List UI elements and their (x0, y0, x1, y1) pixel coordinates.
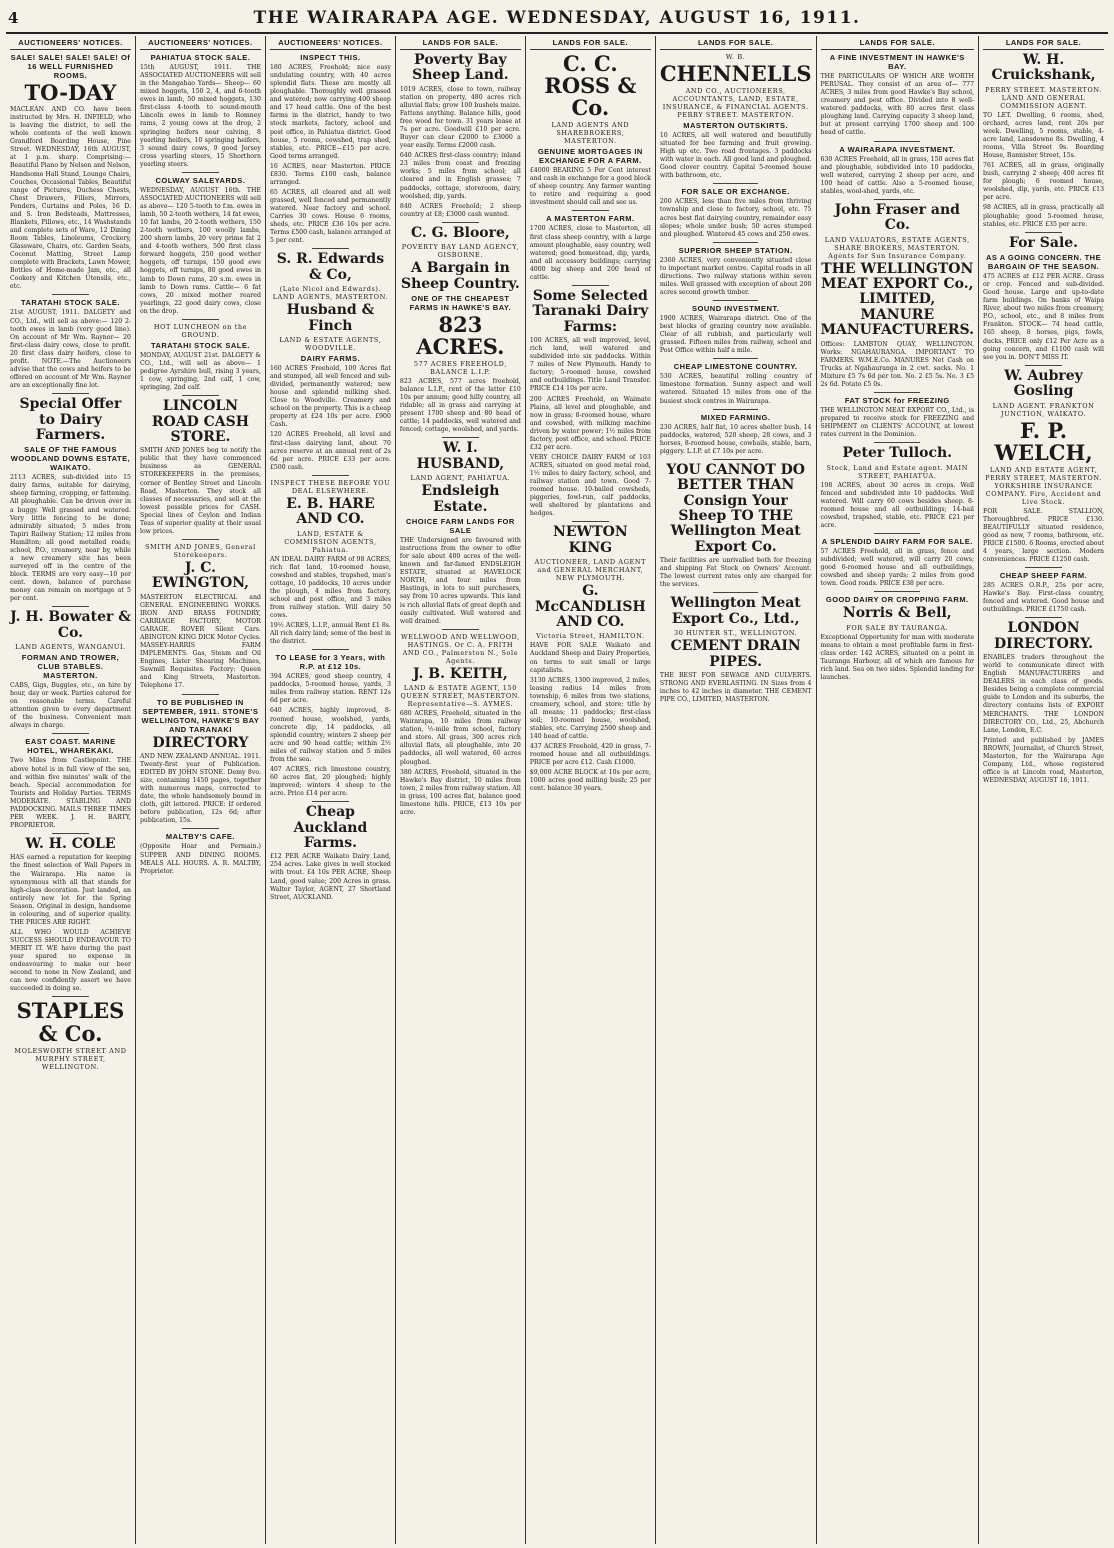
ad-subheading: 577 ACRES FREEHOLD, BALANCE L.I.P. (413, 360, 507, 377)
ad-heading: CHOICE FARM LANDS FOR SALE (405, 517, 515, 536)
ad-divider (182, 539, 218, 540)
ad-heading: Peter Tulloch. (842, 445, 953, 462)
ad-divider (713, 409, 758, 410)
ad-body-text: 2113 ACRES, sub-divided into 15 dairy farms, suitable for dairying, sheep farming, cropping, or fattening. All ploughable. Can be driven over in a buggy. Well grassed and watered. Very little fencing to be done; admirably situated; 5 miles from Tapiri Railway Station; 12 miles from Hamilton; all good metalled roads; school, P.O., creamery, near by, while a new creamery site has been surveyed off in the centre of the block. TERMS are very easy—10 per cent. down, balance of purchase money can remain on mortgage at 5 per cent. (10, 474, 131, 603)
ad-divider (572, 285, 608, 286)
ad-body-text: ENABLES traders throughout the world to communicate direct with English MANUFACTURERS and DEALERS in each class of goods. Besides being a complete commercial guide to London and its suburbs, the directory contains lists of EXPORT MERCHANTS. THE LONDON DIRECTORY CO., Ltd., 25, Abchurch Lane, London, E.C. (983, 654, 1105, 734)
ad-subheading: 30 HUNTER ST., WELLINGTON. (673, 629, 798, 638)
ad-body-text: ALL WHO WOULD ACHIEVE SUCCESS SHOULD ENDEAVOUR TO MERIT IT. WE have during the past year spared no expense in endeavouring to make our beer second to none in New Zealand, and can now confidently assert we have succeeded in doing so. (10, 928, 131, 993)
columns (6, 36, 1108, 1544)
ad-body-text: 437 ACRES Freehold, 420 in grass, 7-roomed house and all outbuildings. PRICE per acre £12. Cash £1000. (529, 743, 651, 767)
column-4 (396, 36, 526, 1544)
ad-divider (312, 801, 348, 802)
ad-subheading: PERRY STREET. MASTERTON. LAND AND GENERAL COMMISSION AGENT. (985, 85, 1102, 110)
ad-heading: STAPLES & Co. (16, 998, 125, 1046)
ad-heading: A SPLENDID DAIRY FARM FOR SALE. (821, 536, 973, 546)
ad-body-text: 16 ACRES, near Masterton. PRICE £830. Terms £100 cash, balance arranged. (269, 162, 391, 186)
newspaper-title: THE WAIRARAPA AGE. WEDNESDAY, AUGUST 16, 1911. (253, 8, 861, 28)
ad-divider (713, 183, 758, 184)
ad-body-text: 1700 ACRES, close to Masterton, all first class sheep country, with a large amount ploughable, easy country, well watered; good homestead, dip, yards, and all accessory buildings; carrying 4000 big sheep and 200 head of cattle. (529, 225, 651, 281)
ad-heading: MALTBY'S CAFE. (165, 832, 235, 842)
ad-heading: F. P. WELCH, (994, 417, 1093, 465)
ad-heading: C. G. Bloore, (410, 224, 510, 241)
ad-heading: Special Offer to Dairy Farmers. (19, 396, 122, 443)
ad-subheading: LAND & ESTATE AGENT, 150 QUEEN STREET, MASTERTON. Representative—S. AYMES. (400, 684, 521, 709)
ad-divider (1025, 567, 1061, 568)
ad-heading: Poverty Bay Sheep Land. (412, 52, 509, 84)
ad-heading: Norris & Bell, (842, 605, 952, 622)
ad-divider (874, 591, 920, 592)
column-header: AUCTIONEERS' NOTICES. (10, 36, 131, 50)
ad-body-text: 761 ACRES, all in grass, originally bush, carrying 2 sheep; 400 acres fit for plough; 6 roomed house, woolshed, dip, yards, etc. PRICE £13 per acre. (983, 162, 1105, 202)
ad-body-text: 3130 ACRES, 1300 improved, 2 miles, leasing radius 14 miles from township, 6 miles from two stations, creamery, school, and store; title by all means; 11 paddocks; first-class soil; 10-roomed house, woolshed, stables, etc. Carrying 2500 sheep and 140 head of cattle. (529, 676, 651, 741)
ad-body-text: 380 ACRES, Freehold, situated in the Hawke's Bay district, 10 miles from town, 2 miles from railway station. All in grass, 100 acres flat, balance good limestone hills. PRICE, £13 10s per acre. (399, 768, 521, 816)
ad-body-text: HAS earned a reputation for keeping the finest selection of Wall Papers in the Wairarapa. His name is synonymous with all that stands for high-class decoration. Just landed, an entirely new lot for the Spring Season. Original in design, handsome in colouring, and of superior quality. THE PRICES ARE RIGHT. (10, 854, 131, 926)
ad-heading: E. B. HARE AND CO. (286, 495, 375, 528)
ad-heading: SALE OF THE FAMOUS WOODLAND DOWNS ESTATE, WAIKATO. (10, 445, 131, 473)
ad-heading: W. H. Cruickshank, (991, 52, 1096, 84)
ad-divider (52, 294, 88, 295)
ad-heading: SUPERIOR SHEEP STATION. (678, 245, 793, 255)
ad-body-text: 10 ACRES, all well watered and beautifully situated for bee farming and fruit growing. High up etc. Two road frontages. 3 paddocks with water in each. All good land and ploughed. Good clover country. Capital 5-roomed house with bathroom, etc. (659, 132, 812, 180)
ad-heading: TO LEASE for 3 Years, with R.P. at £12 10s. (275, 653, 386, 672)
ad-body-text: AN IDEAL DAIRY FARM of 98 ACRES, rich flat land, 10-roomed house, cowshed and stables, trapshed, man's cottage, 10 paddocks, 10 acres under the plough, 4 miles from factory, school and post office, and 3 miles from railway station. Will dairy 50 cows. (269, 555, 391, 619)
ad-body-text: Offices: LAMBTON QUAY, WELLINGTON. Works: NGAHAURANGA. IMPORTANT TO FARMERS. W.M.E.Co. MANURES Net Cash on Trucks at Ngahauranga in 2 cwt. sacks. No. 1 Mixture £5 7s 6d per ton. No. 2 £5 5s. No. 3 £5 2s 6d. Potato £5 0s. (820, 340, 975, 388)
ad-heading: SALE! SALE! SALE! SALE! Of 16 WELL FURNISHED ROOMS. (10, 53, 131, 80)
ad-subheading: LAND AGENT. FRANKTON JUNCTION, WAIKATO. (992, 401, 1095, 418)
ad-heading: CHEAP LIMESTONE COUNTRY. (673, 362, 798, 372)
ad-body-text: 160 ACRES Freehold, 100 Acres flat and stumped, all well fenced and sub-divided, permanently watered; new house and splendid milking shed. Close to Woodville. Creamery and school on the property. This is a cheap property at £24 10s per acre. £900 Cash. (269, 364, 391, 429)
column-header: LANDS FOR SALE. (400, 36, 521, 50)
ad-body-text: 475 ACRES at £12 PER ACRE. Grass or crop. Fenced and sub-divided. Good house. Large and up-to-date farm buildings. On banks of Waipa River, about two miles from creamery, P.O., school, etc., and 8 miles from Frankton. STOCK— 74 head cattle, 165 sheep, 8 horses, pigs, fowls, ducks. PRICE only £12 Per Acre as a going concern, and £1100 cash will see you in. DON'T MISS IT. (983, 273, 1105, 361)
ad-divider (312, 248, 348, 249)
ad-body-text: Two Miles from Castlepoint. THE above hotel is in full view of the sea, and within five minutes' walk of the beach. Special accommodation for Tourists and Holiday Parties. TERMS MODERATE. STABLING AND PADDOCKING. MAILS THREE TIMES PER WEEK. J. H. BARTY, PROPRIETOR. (10, 757, 131, 829)
ad-body-text: VERY CHOICE DAIRY FARM of 103 ACRES, situated on good metal road, 1½ miles to dairy factory, school, and railway station and town. Good 7-roomed house. 10-bailed cowsheds, piggeries, fowl-run, calf paddocks, well sheltered by plantations and hedges. (529, 453, 651, 518)
ad-heading: Endsleigh Estate. (421, 483, 500, 515)
ad-heading: C. C. ROSS & Co. (544, 51, 637, 121)
column-5 (526, 36, 656, 1544)
ad-body-text: 19½ ACRES, L.I.P., annual Rent £1 8s. All rich dairy land; some of the best in the district. (269, 622, 391, 646)
ad-body-text: 230 ACRES, half flat, 10 acres shelter bush, 14 paddocks, watered, 520 sheep, 28 cows, and 3 horses, 8-roomed house, cowbails, stable, barn, piggery. L.I.P. at £7 10s per acre. (659, 423, 812, 455)
ad-body-text: 98 ACRES, all in grass, practically all ploughable; good 5-roomed house, stables, etc. PRICE £35 per acre. (983, 204, 1105, 228)
column-3 (266, 36, 396, 1544)
ad-divider (442, 222, 478, 223)
ad-heading: A Bargain in Sheep Country. (400, 260, 520, 292)
column-1 (6, 36, 136, 1544)
ad-subheading: HOT LUNCHEON on the GROUND. (153, 322, 248, 339)
ad-heading: A WAIRARAPA INVESTMENT. (839, 144, 956, 154)
ad-subheading: INSPECT THESE BEFORE YOU DEAL ELSEWHERE. (270, 478, 391, 495)
ad-subheading: LAND AGENTS AND SHAREBROKERS, MASTERTON. (551, 121, 630, 146)
ad-heading: Husband & Finch (286, 302, 375, 334)
ad-divider (874, 199, 920, 200)
ad-heading: MIXED FARMING. (700, 412, 771, 422)
ad-body-text: SMITH AND JONES beg to notify the public that they have commenced business as GENERAL STOREKEEPERS in the premises, corner of Bentley Street and Lincoln Road, Masterton. They stock all classes of necessaries, and sell at the lowest possible prices for CASH. Special lines of Ceylon and Indian Teas of superior quality at their usual low prices. (139, 447, 261, 535)
ad-divider (52, 606, 88, 607)
ad-body-text: 407 ACRES, rich limestone country, 60 acres flat, 20 ploughed; highly improved; winters 4 sheep to the acre. Price £14 per acre. (269, 765, 391, 798)
ad-divider (1025, 365, 1061, 366)
ad-divider (874, 442, 920, 443)
ad-subheading: LAND AGENT, PAHIATUA. (410, 474, 511, 483)
ad-heading: CHENNELLS (659, 61, 812, 86)
column-6 (656, 36, 817, 1544)
ad-body-text: $9,000 ACRE BLOCK at 10s per acre, 1000 acres good milling bush; 25 per cent. balance 30 years. (529, 769, 651, 793)
ad-heading: AS A GOING CONCERN. THE BARGAIN OF THE SEASON. (985, 253, 1102, 272)
column-8 (979, 36, 1108, 1544)
ad-body-text: MONDAY, AUGUST 21st. DALGETY & CO., Ltd., will sell as above— 1 pedigree Ayrshire bull, rising 3 years, 1 cow, springing, 2nd calf, 1 cow, springing, 2nd calf. (139, 351, 261, 392)
ad-body-text: 120 ACRES Freehold, all level and first-class dairying land, about 70 acres reserve at an annual rent of 2s 6d per acre. PRICE £33 per acre. £500 cash. (269, 431, 391, 471)
ad-heading: For Sale. (1009, 234, 1079, 251)
ad-heading: W. H. COLE (25, 836, 116, 852)
ad-divider (52, 733, 88, 734)
ad-body-text: THE Undersigned are favoured with instructions from the owner to offer for sale about 400 acres of the well-known and far-famed ENDSLEIGH ESTATE, situated at HAVELOCK NORTH, and four miles from Hastings, in lots to suit purchasers, say from 10 acres upwards. This land is rich alluvial flats of great depth and easily cultivated. Well watered and well drained. (399, 537, 521, 625)
ad-body-text: AND NEW ZEALAND ANNUAL. 1911. Twenty-first year of Publication. EDITED BY JOHN STONE. Demy 8vo. size, containing 1450 pages, together with numerous maps, corrected to date, the whole handsomely bound in cloth, gilt lettered. PRICE: If ordered before publication, 12s 6d; after publication, 15s. (139, 752, 261, 825)
ad-body-text: 640 ACRES, highly improved, 8-roomed house, woolshed, yards, concrete dip, 14 paddocks, all splendid country; winters 2 sheep per acre and 90 head cattle; within 2½ miles of railway station and 5 miles from the sea. (269, 707, 391, 763)
ad-subheading: WELLWOOD AND WELLWOOD, HASTINGS. Or C. A. FRITH AND CO., Palmerston N., Sole Agents. (400, 632, 520, 665)
ad-heading: EAST COAST. MARINE HOTEL, WHAREKAKI. (25, 737, 116, 756)
ad-heading: TARATAHI STOCK SALE. (20, 298, 120, 308)
ad-subheading: W. B. (725, 53, 746, 61)
ad-divider (312, 649, 348, 650)
column-header: AUCTIONEERS' NOTICES. (270, 36, 391, 50)
ad-subheading: LAND & ESTATE AGENTS, WOODVILLE. (279, 335, 382, 352)
ad-heading: W. I. HUSBAND, (416, 440, 505, 472)
ad-divider (182, 828, 218, 829)
ad-body-text: 200 ACRES, less than five miles from thriving township and close to factory, school, etc. 75 acres best flat dairying country, remainder easy slopes; whole under bush; 50 acres stumped and ploughed. Wintered 45 cows and 250 ewes. (659, 198, 812, 238)
ad-heading: G. McCANDLISH AND CO. (535, 583, 646, 630)
ad-heading: COLWAY SALEYARDS. (155, 175, 246, 185)
ad-subheading: AUCTIONEER, LAND AGENT and GENERAL MERCHANT, NEW PLYMOUTH. (534, 558, 647, 583)
ad-divider (874, 141, 920, 142)
ad-heading: TARATAHI STOCK SALE. (150, 340, 250, 350)
ad-heading: J. B. KEITH, (413, 665, 508, 682)
ad-body-text: 285 ACRES O.R.P., 25s per acre, Hawke's Bay. First-class country, fenced and watered. Good house and outbuildings. PRICE £1750 cash. (983, 582, 1105, 614)
column-header: LANDS FOR SALE. (983, 36, 1104, 50)
ad-body-text: TO LET. Dwelling, 6 rooms, shed, orchard, acres land, rent 20s per week. Dwelling, 5 rooms, stable, 4-acre land, Lansdowne 8s. Dwelling, 4 rooms, Villa Street 9s. Boarding House, Bannister Street, 15s. (983, 111, 1105, 160)
ad-heading: LINCOLN ROAD CASH STORE. (151, 398, 249, 445)
ad-heading: J. C. EWINGTON, (151, 559, 249, 592)
ad-body-text: MASTERTON ELECTRICAL and GENERAL ENGINEERING WORKS. IRON AND BRASS FOUNDRY, CARRIAGE FACTORY, MOTOR GARAGE. ROVER Silent Cars. ABINGTON KING DICK Motor Cycles. MASSEY-HARRIS FARM IMPLEMENTS. Gas, Steam and Oil Engines, Lister Shearing Machines, Sawmill Requisites. Factory: Queen and King Streets, Masterton. Telephone 17. (139, 593, 261, 690)
ad-divider (572, 210, 608, 211)
column-header: LANDS FOR SALE. (660, 36, 812, 50)
ad-heading: INSPECT THIS. (300, 53, 361, 62)
ad-body-text: 100 ACRES, all well improved, level, rich land, well watered and subdivided into six paddocks. Within 7 miles of New Plymouth. Handy to factory; 5-roomed house, cowshed and outbuildings. Title Land Transfer. PRICE £14 10s per acre. (529, 337, 651, 393)
ad-body-text: 21st AUGUST, 1911. DALGETY and CO., Ltd., will sell as above:— 120 2-tooth ewes in lamb (very good line). On account of Mr Wm. Rayner— 20 first-class dairy cows, close to profit. 20 first class dairy heifers, close to profit. NOTE.—The Auctioneers advise that the cows and heifers to be offered on account of Mr Wm. Rayner are an exceptionally fine lot. (10, 309, 131, 390)
ad-divider (182, 395, 218, 396)
ad-heading: NEWTON KING (553, 524, 628, 556)
ad-divider (1025, 617, 1061, 618)
ad-body-text: HAVE FOR SALE Waikato and Auckland Sheep and Dairy Properties, on terms to suit small or large capitalists. (529, 642, 651, 674)
ad-body-text: £12 PER ACRE Waikato Dairy Land, 254 acres. Lake gives in well stocked with trout. £4 10s PER ACRE, Sheep Land, good value; 200 Acres in grass. Walter Taylor, AGENT, 27 Shortland Street, AUCKLAND. (269, 853, 391, 901)
ad-body-text: 640 ACRES first-class country; inland 23 miles from coast and freezing works; 5 miles from school; all cleared and in English grasses; 7 paddocks, cottage, storeroom, dairy, woolshed, dip, yards. (399, 152, 521, 200)
ad-subheading: POVERTY BAY LAND AGENCY, GISBORNE. (401, 243, 520, 260)
ad-heading: S. R. Edwards & Co, (276, 251, 385, 283)
column-header: AUCTIONEERS' NOTICES. (140, 36, 261, 50)
ad-divider (713, 358, 758, 359)
column-2 (136, 36, 266, 1544)
column-7 (817, 36, 980, 1544)
ad-body-text: 15th AUGUST, 1911. THE ASSOCIATED AUCTIONEERS will sell in the Mangahao Yards— Sheep— 60 mixed hoggets, 150 2, 4, and 6-tooth ewes in lamb, 50 mixed hoggets, 130 first-class 4-tooth to sound-mouth Lincoln ewes in lamb to Romney rams, 2 young cows at the drop, 2 springing heifers near calving, 8 yearling heifers, 10 springing heifers, 3 sound dairy cows, 9 good Jersey cross yearling steers, 15 Shorthorn yearling steers. (139, 64, 261, 168)
ad-divider (182, 172, 218, 173)
ad-body-text: 65 ACRES, all cleared and all well grassed, well fenced and permanently watered. Near factory and school. Carries 30 cows. House 6 rooms, sheds, etc. PRICE £36 10s per acre. Terms £500 cash, balance arranged at 5 per cent. (269, 188, 391, 245)
ad-heading: GENUINE MORTGAGES IN EXCHANGE FOR A FARM. (537, 147, 643, 166)
ad-heading: W. Aubrey Gosling (1004, 367, 1083, 400)
ad-divider (713, 592, 758, 593)
ad-heading: FORMAN AND TROWER, CLUB STABLES. MASTERTON. (21, 653, 120, 681)
ad-divider (182, 319, 218, 320)
ad-body-text: THE WELLINGTON MEAT EXPORT CO., Ltd., is prepared to receive stock for FREEZING and SHIPMENT on CLIENTS' ACCOUNT, at lowest rates current in the Dominion. (820, 406, 975, 439)
ad-divider (713, 300, 758, 301)
ad-subheading: FOR SALE BY TAURANGA. (846, 623, 949, 632)
ad-heading: MASTERTON OUTSKIRTS. (683, 121, 789, 131)
ad-heading: TO BE PUBLISHED IN SEPTEMBER, 1911. STONE'S WELLINGTON, HAWKE'S BAY AND TARANAKI (141, 697, 260, 734)
ad-divider (312, 475, 348, 476)
ad-heading: DAIRY FARMS. (300, 353, 361, 363)
ad-divider (1025, 232, 1061, 233)
ad-subheading: (Late Nicol and Edwards). LAND AGENTS, MASTERTON. (272, 285, 389, 302)
ad-body-text: 180 ACRES, Freehold; nice easy undulating country, with 40 acres splendid flats. These are mostly all ploughable. Thoroughly well grassed and watered; now carrying 400 sheep and 17 head cattle. One of the best farms in the district, handy to two stock markets, factory, school and post office, in Pahiatua district. Good house, 5 rooms, cowshed, trap shed, stables, etc. PRICE—£15 per acre. Good terms arranged. (269, 64, 391, 160)
ad-heading: A MASTERTON FARM. (546, 214, 635, 224)
ad-divider (52, 996, 88, 997)
ad-body-text: 1900 ACRES, Wairarapa district. One of the best blocks of grazing country now available. Clear of all rubbish, and particularly well grassed. Fifteen miles from railway, school and Post Office within half a mile. (659, 315, 812, 355)
ad-heading: Some Selected Taranaki Dairy Farms: (532, 287, 649, 335)
ad-body-text: FOR SALE. STALLION, Thoroughbred. PRICE £130. BEAUTIFULLY situated residence, good as new, 7 rooms, bathroom, etc. PRICE £1500. 6 Rooms, erected about 4 years, large section. Modern conveniences. PRICE £1250 cash. (983, 507, 1105, 563)
ad-body-text: 840 ACRES Freehold; 2 sheep country at £8; £3000 cash wanted. (399, 202, 521, 218)
ad-divider (874, 533, 920, 534)
ad-divider (874, 392, 920, 393)
ad-heading: TO-DAY (24, 80, 117, 105)
ad-heading: YOU CANNOT DO BETTER THAN Consign Your Sheep TO THE Wellington Meat Export Co. (666, 461, 806, 555)
ad-subheading: LAND AND ESTATE AGENT, PERRY STREET, MASTERTON. YORKSHIRE INSURANCE COMPANY. Fire, Accident and Live Stock. (985, 465, 1102, 506)
ad-divider (442, 437, 478, 438)
ad-body-text: THE PARTICULARS OF WHICH ARE WORTH PERUSAL. They consist of an area of— 777 ACRES, 3 miles from good Hawke's Bay school, creamery and post office. Divided into 8 well-watered paddocks, with 80 acres first class ploughing land. Carrying capacity 3 sheep land, but at present carrying 1700 sheep and 100 head of cattle. (820, 73, 975, 137)
ad-heading: CEMENT DRAIN PIPES. (670, 638, 801, 670)
ad-heading: FOR SALE OR EXCHANGE. (681, 187, 790, 197)
ad-body-text: 630 ACRES Freehold, all in grass, 150 acres flat and ploughable, subdivided into 10 paddocks, well watered, carrying 2 sheep per acre, and 100 head of cattle. Also a 5-roomed house, stables, wool-shed, yards, etc. (820, 155, 975, 195)
ad-body-text: WEDNESDAY, AUGUST 16th. THE ASSOCIATED AUCTIONEERS will sell as above— 120 5-tooth to f.m. ewes in lamb, 50 2-tooth wethers, 14 fat ewes, 10 fat lambs, 20 2-tooth wethers, 150 2-tooth wethers, 100 woolly lambs, 200 shorn lambs, 20 very prime fat 2 and 4-tooth wethers, 500 first class forward hoggets, 250 good wether hoggets, off turnips, 150 good ewe hoggets, off turnips, 80 good ewes in lamb to Down rams, 20 s.m. ewes in lamb to Down rams. Cattle— 6 fat cows, 20 mixed mother reared yearlings, 22 good dairy cows, close on the drop. (139, 186, 261, 315)
ad-heading: SOUND INVESTMENT. (692, 304, 780, 314)
ad-divider (182, 694, 218, 695)
ad-body-text: MACLEAN AND CO. have been instructed by Mrs. H. INFIELD, who is leaving the district, to sell the whole contents of the well known Grandford Boarding House, Pine Street. WEDNESDAY, 16th AUGUST, at 1 p.m. sharp. Comprising:— Beautiful Piano by Nelson and Nelson, Handsome Hall Stand, Lounge Chairs, Couches, Occasional Tables, Beautiful range of Pictures, Duchess Chests, Chest Drawers, Fillers, Mirrors, Fenders, Curtains and Poles, 16 D. and S. Iron Bedsteads, Mattresses, Blankets, Pillows, etc., 14 Washstands and complete sets of Ware, 12 Dining Room Tables, Linoleums, Crockery, Glassware, Chairs, etc. Garden Seats, Coconut Matting, Street Lamp complete with Brackets, Lawn Mower, Bottles of Home-made Jam, etc., all Cookery and Kitchen Utensils, etc., etc. (10, 106, 131, 291)
ad-body-text: £4000 BEARING 5 Per Cent interest and cash in exchange for a good block of sheep country. Any farmer wanting to retire and requiring a good investment should call and see us. (529, 167, 651, 207)
ad-heading: GOOD DAIRY OR CROPPING FARM. (825, 595, 969, 605)
ad-body-text: 823 ACRES, 577 acres freehold, balance L.I.P., rent of the latter £10 10s per annum; good hilly country, all ridable; all in grass and carrying at present 1700 sheep and 80 head of cattle; 14 paddocks, well watered and fenced; cottage, woolshed, and yards. (399, 378, 521, 434)
ad-subheading: Stock, Land and Estate agent. MAIN STREET, PAHIATUA. (826, 463, 969, 480)
ad-body-text: Printed and published by JAMES BROWN, Journalist, of Church Street, Masterton, for the Wairarapa Age Company, Ltd., whose registered office is at Lincoln road, Masterton, WEDNESDAY, AUGUST 16, 1911. (983, 736, 1105, 785)
ad-subheading: LAND, ESTATE & COMMISSION AGENTS, Pahiatua. (284, 529, 377, 554)
ad-divider (52, 833, 88, 834)
ad-body-text: CABS, Gigs, Buggies, etc., on hire by hour, day or week. Parties catered for on reasonable terms. Careful attention given to every department of the business. Convenient man always in charge. (10, 682, 131, 730)
ad-subheading: AND CO., AUCTIONEERS, ACCOUNTANTS, LAND, ESTATE, INSURANCE, & FINANCIAL AGENTS. PERRY STREET. MASTERTON. (662, 87, 809, 120)
ad-body-text: 394 ACRES, good sheep country, 4 paddocks, 5-roomed house, yards, 3 miles from railway station. RENT 12s 6d per acre. (269, 673, 391, 705)
ad-heading: CHEAP SHEEP FARM. (999, 571, 1088, 581)
ad-divider (572, 521, 608, 522)
ad-heading: A FINE INVESTMENT IN HAWKE'S BAY. (829, 53, 965, 71)
ad-heading: ONE OF THE CHEAPEST FARMS IN HAWKE'S BAY. (409, 293, 512, 312)
ad-heading: DIRECTORY (152, 734, 249, 751)
ad-heading: J. H. Bowater & Co. (10, 609, 131, 641)
ad-divider (713, 242, 758, 243)
ad-divider (442, 629, 478, 630)
ad-body-text: 530 ACRES, beautiful rolling country of limestone formation. Sunny aspect and well watered. Situated 15 miles from one of the busiest stock centres in Wairarapa. (659, 373, 812, 405)
ad-body-text: Exceptional Opportunity for man with moderate means to obtain a most profitable farm in first-class order. 142 ACRES, situated on a point in Tauranga Harbour, all of which are famous for rich land. Sea on two sides. Splendid landing for launches. (820, 633, 975, 681)
ad-body-text: THE BEST FOR SEWAGE AND CULVERTS. STRONG AND EVERLASTING. IN Sizes from 4 inches to 42 inches in diameter. THE CEMENT PIPE CO., LIMITED, MASTERTON. (659, 672, 812, 704)
ad-subheading: MOLESWORTH STREET AND MURPHY STREET, WELLINGTON. (14, 1046, 127, 1071)
ad-heading: PAHIATUA STOCK SALE. (150, 53, 251, 62)
ad-body-text: 2360 ACRES, very conveniently situated close to important market centre. Capital roads in all directions. Two railway stations within seven miles. Well grassed with exception of about 200 acres second growth timber. (659, 256, 812, 296)
ad-heading: THE WELLINGTON MEAT EXPORT Co., LIMITED, MANURE MANUFACTURERS. (820, 260, 975, 339)
ad-body-text: (Opposite Hoar and Permain.) SUPPER AND DINING ROOMS. MEALS ALL HOURS. A. R. MALTBY, Proprietor. (139, 843, 261, 875)
masthead (6, 6, 1108, 34)
ad-heading: Wellington Meat Export Co., Ltd., (670, 595, 801, 627)
ad-body-text: 57 ACRES Freehold, all in grass, fence and subdivided; well watered, will carry 20 cows; good 6-roomed house and all outbuildings, cowshed and sheep yards; 2 miles from good town. Good roads. PRICE £38 per acre. (820, 547, 975, 588)
ad-heading: LONDON DIRECTORY. (994, 620, 1094, 652)
ad-body-text: 1019 ACRES, close to town, railway station on property, 480 acres rich alluvial flats; grow 100 bushels maize. Fattens anything. Balance hills, good free wood for town. 31 years lease at 7s per acre. Goodwill £10 per acre. Buyer can clear £2000 to £3000 a year easily. Terms £2000 cash. (399, 85, 521, 150)
page-number: 4 (8, 9, 19, 27)
ad-heading: 823 ACRES. (416, 311, 505, 359)
ad-subheading: SMITH AND JONES, General Storekeepers. (145, 542, 256, 559)
ad-subheading: LAND AGENTS, WANGANUI. (15, 643, 126, 652)
ad-divider (52, 393, 88, 394)
ad-body-text: 198 ACRES, about 30 acres in crops. Well fenced and subdivided into 10 paddocks. Well watered. Will carry 60 cows besides sheep. 8-roomed house and all outbuildings; 14-bail cowshed, trapshed, stable, etc. PRICE £21 per acre. (820, 481, 975, 529)
ad-body-text: Their facilities are unrivalled both for freezing and shipping Fat Stock on Owners' Account. The lowest current rates only are charged for the services. (659, 557, 812, 589)
column-header: LANDS FOR SALE. (821, 36, 975, 50)
ad-body-text: 200 ACRES Freehold, on Waimate Plains, all level and ploughable, and now in grass; 8-roomed house, whare and cowshed, with milking machine driven by water power; 1½ miles from factory, post office, and school. PRICE £32 per acre. (529, 395, 651, 451)
ad-subheading: Victoria Street, HAMILTON. (536, 632, 645, 641)
ad-heading: Cheap Auckland Farms. (293, 804, 368, 851)
ad-heading: FAT STOCK for FREEZING (844, 395, 950, 405)
ad-body-text: 680 ACRES, Freehold, situated in the Wairarapa, 10 miles from railway station, ½-mile from school, factory and store. All grass, 300 acres rich alluvial flats, all ploughable, into 20 paddocks, all well watered, 60 acres ploughed. (399, 710, 521, 766)
ad-heading: John Fraser and Co. (834, 201, 960, 234)
ad-divider (713, 459, 758, 460)
column-header: LANDS FOR SALE. (530, 36, 651, 50)
ad-subheading: LAND VALUATORS, ESTATE AGENTS, SHARE BROKERS, MASTERTON. Agents for Sun Insurance Company. (824, 235, 970, 260)
